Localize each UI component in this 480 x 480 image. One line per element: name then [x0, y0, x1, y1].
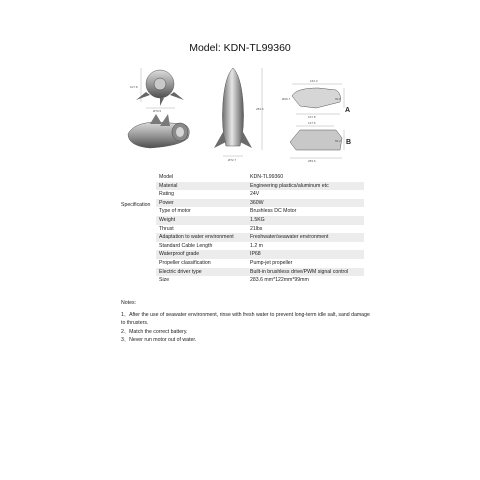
spec-row: [156, 216, 364, 225]
note-item-3: 3、Never run motor out of water.: [121, 336, 197, 343]
side-view-drawing: [214, 68, 264, 162]
spec-key: Electric driver type: [156, 268, 247, 277]
spec-table: [156, 173, 364, 285]
dim-front-height: 107.8: [130, 85, 138, 89]
spec-key: Weight: [156, 216, 247, 225]
view-a-drawing: [282, 79, 350, 119]
front-view-drawing: [130, 68, 184, 113]
spec-value: 24V: [250, 191, 260, 198]
spec-value: Engineering plastics/aluminum etc: [247, 182, 364, 191]
spec-row: [156, 225, 364, 234]
specification-label: Specification: [121, 202, 151, 208]
spec-key: Adaptation to water environment: [156, 233, 247, 242]
spec-key: Thrust: [159, 225, 174, 232]
spec-row: [156, 199, 364, 208]
dim-a-right: 99.8: [335, 97, 341, 101]
spec-row: [156, 259, 364, 268]
spec-row: [156, 250, 364, 259]
notes-section: [121, 299, 371, 344]
spec-value: IP68: [247, 250, 364, 259]
technical-drawings: [0, 62, 480, 170]
spec-value: 360W: [247, 199, 364, 208]
spec-key: Standard Cable Length: [159, 242, 213, 249]
spec-value: KDN-TL99360: [250, 174, 284, 180]
spec-value: Pump-jet propeller: [250, 259, 293, 266]
dim-a-left: Ø29.7: [282, 97, 291, 101]
spec-value: 1.2 m: [250, 242, 263, 249]
dim-b-bottom: 283.6: [308, 159, 316, 163]
dim-b-top: 127.6: [308, 121, 316, 125]
dim-a-bottom: 107.8: [308, 115, 316, 119]
spec-key: Material: [156, 182, 247, 191]
spec-key: Type of motor: [159, 208, 191, 215]
spec-value: 1.5KG: [247, 216, 364, 225]
spec-key: Propeller classification: [159, 259, 211, 266]
note-item-2: 2、Match the correct battery.: [121, 328, 188, 335]
dim-side-height: 283.6: [256, 107, 264, 111]
spec-key: Power: [156, 199, 247, 208]
spec-value: Built-in brushless drive/PWM signal control: [247, 268, 364, 277]
spec-row: [156, 182, 364, 191]
view-a-label: A: [345, 107, 351, 114]
spec-value: Freshwater/seawater environment: [247, 233, 364, 242]
spec-row: [156, 173, 364, 182]
spec-value: 21lbs: [250, 225, 263, 232]
page-title: Model: KDN-TL99360: [189, 42, 291, 54]
view-b-drawing: [290, 121, 351, 163]
dim-a-top: 162.3: [310, 79, 318, 83]
spec-key: Size: [159, 277, 170, 284]
dim-side-width: Ø72.7: [228, 158, 237, 162]
spec-value: 283.6 mm*122mm*99mm: [250, 277, 309, 284]
spec-row: [156, 207, 364, 216]
spec-row: [156, 233, 364, 242]
spec-row: [156, 242, 364, 251]
drawings-svg: [0, 62, 480, 170]
spec-key: Model: [159, 174, 174, 180]
spec-value: Brushless DC Motor: [250, 208, 297, 215]
perspective-view-drawing: [128, 114, 189, 148]
view-b-label: B: [346, 139, 352, 146]
spec-row: [156, 276, 364, 285]
spec-key: Rating: [159, 191, 174, 198]
spec-key: Waterproof grade: [156, 250, 247, 259]
notes-heading: Notes:: [121, 300, 136, 306]
dim-front-width: Ø70.5: [153, 109, 162, 113]
note-item-1: 1、After the use of seawater environment, rinse with fresh water to prevent long-term idle salt, sand damage to thrusters.: [121, 312, 370, 327]
dim-b-right: 56.2: [335, 139, 341, 143]
spec-row: [156, 268, 364, 277]
spec-row: [156, 190, 364, 199]
